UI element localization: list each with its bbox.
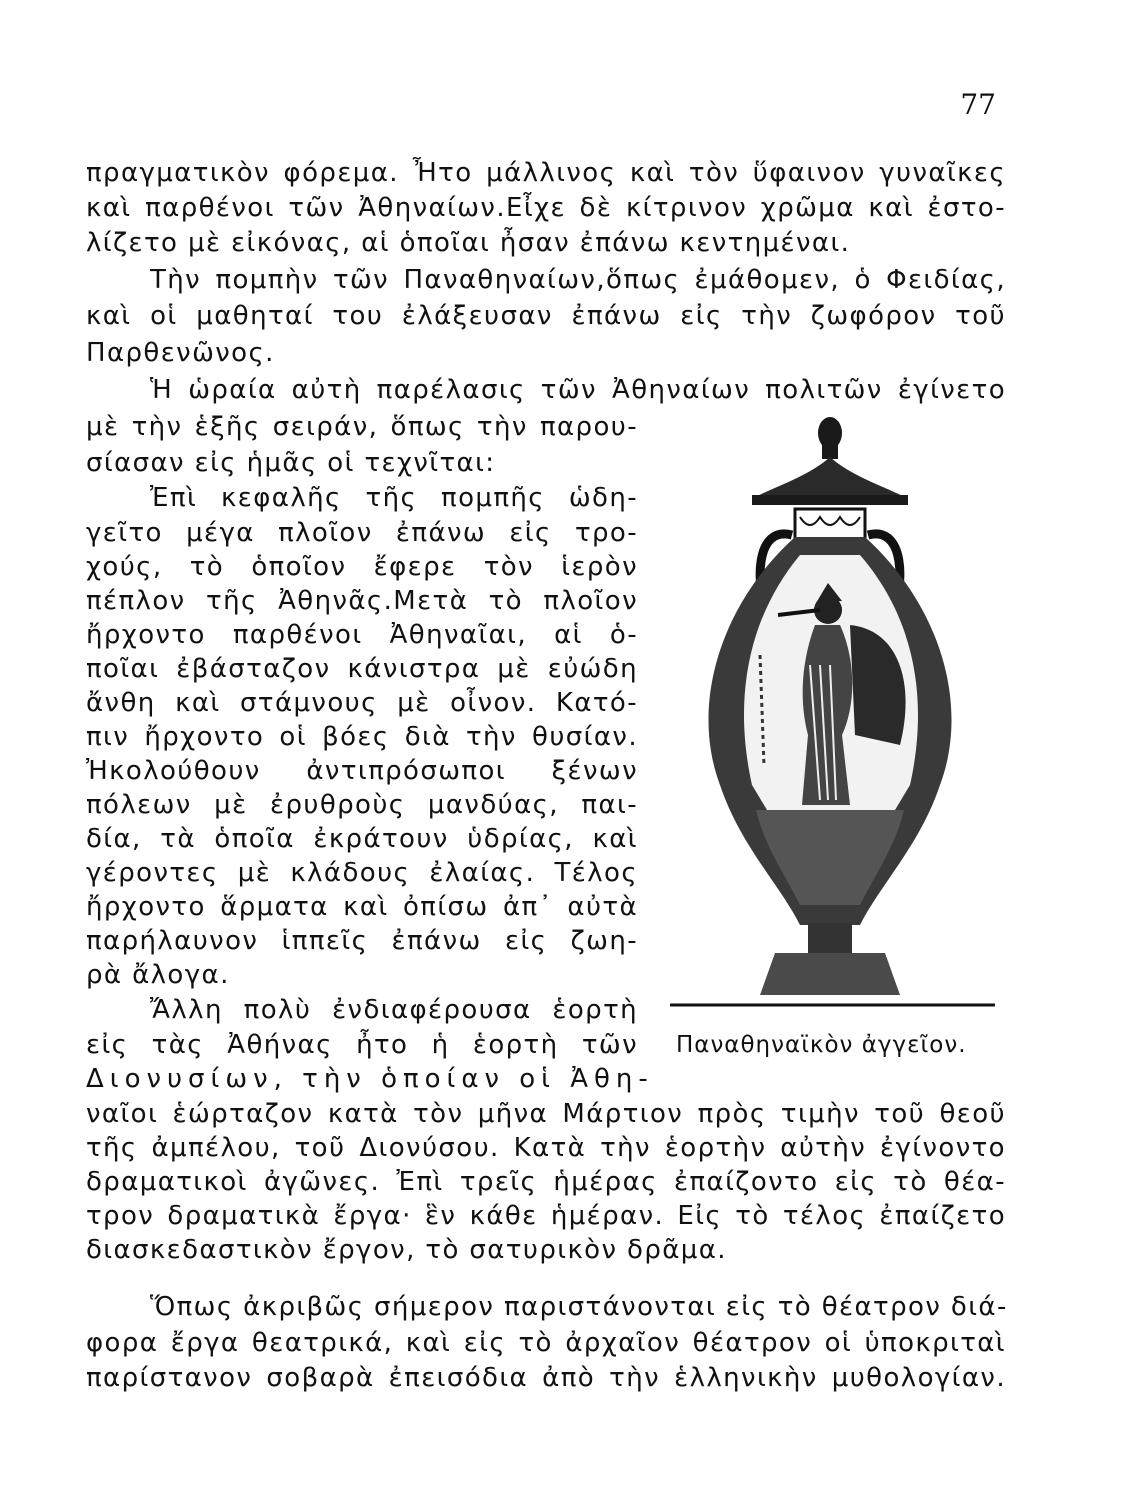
text-line: καὶ παρθένοι τῶν Ἀθηναίων.Εἶχε δὲ κίτρινον χρῶμα καὶ ἐστο-	[86, 193, 1006, 223]
text-line: φορα ἔργα θεατρικά, καὶ εἰς τὸ ἀρχαῖον θέατρον οἱ ὑποκριταὶ	[86, 1328, 1006, 1358]
page-number: 77	[960, 88, 996, 121]
text-line: ναῖοι ἑώρταζον κατὰ τὸν μῆνα Μάρτιον πρὸς τιμὴν τοῦ θεοῦ	[86, 1099, 1006, 1129]
text-line: Τὴν πομπὴν τῶν Παναθηναίων,ὅπως ἐμάθομεν, ὁ Φειδίας,	[150, 265, 1006, 295]
text-line: Ἐπὶ κεφαλῆς τῆς πομπῆς ὡδη-	[150, 483, 638, 513]
text-line: ποῖαι ἐβάσταζον κάνιστρα μὲ εὐώδη	[86, 654, 638, 684]
text-line: ρὰ ἄλογα.	[86, 960, 230, 990]
amphora-figure	[660, 405, 1000, 1015]
text-line: τῆς ἀμπέλου, τοῦ Διονύσου. Κατὰ τὴν ἑορτὴν αὐτὴν ἐγίνοντο	[86, 1133, 1006, 1163]
text-line: πέπλον τῆς Ἀθηνᾶς.Μετὰ τὸ πλοῖον	[86, 586, 638, 616]
text-line: Παρθενῶνος.	[86, 338, 275, 368]
text-line: παρίστανον σοβαρὰ ἐπεισόδια ἀπὸ τὴν ἑλληνικὴν μυθολογίαν.	[86, 1363, 1006, 1393]
text-line: σίασαν εἰς ἡμᾶς οἱ τεχνῖται:	[86, 448, 496, 478]
text-line: δραματικοὶ ἀγῶνες. Ἐπὶ τρεῖς ἡμέρας ἐπαίζοντο εἰς τὸ θέα-	[86, 1167, 1006, 1197]
text-line: εἰς τὰς Ἀθήνας ἦτο ἡ ἑορτὴ τῶν	[86, 1030, 638, 1060]
text-line: ἄνθη καὶ στάμνους μὲ οἶνον. Κατό-	[86, 688, 638, 718]
text-line: παρήλαυνον ἱππεῖς ἐπάνω εἰς ζωη-	[86, 926, 638, 956]
panathenaic-amphora-icon	[660, 405, 1000, 1015]
text-line: Ἡ ὡραία αὐτὴ παρέλασις τῶν Ἀθηναίων πολιτῶν ἐγίνετο	[150, 375, 1006, 405]
text-line: καὶ οἱ μαθηταί του ἐλάξευσαν ἐπάνω εἰς τὴν ζωφόρον τοῦ	[86, 301, 1006, 331]
text-line: Ὅπως ἀκριβῶς σήμερον παριστάνονται εἰς τὸ θέατρον διά-	[150, 1292, 1008, 1322]
text-line: λίζετο μὲ εἰκόνας, αἱ ὁποῖαι ἦσαν ἐπάνω κεντημέναι.	[86, 228, 851, 258]
text-line: γέροντες μὲ κλάδους ἐλαίας. Τέλος	[86, 858, 638, 888]
text-line: τρον δραματικὰ ἔργα· ἓν κάθε ἡμέραν. Εἰς τὸ τέλος ἐπαίζετο	[86, 1201, 1006, 1231]
text-line: γεῖτο μέγα πλοῖον ἐπάνω εἰς τρο-	[86, 518, 638, 548]
text-line: δία, τὰ ὁποῖα ἐκράτουν ὑδρίας, καὶ	[86, 824, 638, 854]
text-line: πιν ἤρχοντο οἱ βόες διὰ τὴν θυσίαν.	[86, 722, 638, 752]
text-line: ἤρχοντο ἅρματα καὶ ὀπίσω ἀπ᾽ αὐτὰ	[86, 892, 638, 922]
text-line: Ἠκολούθουν ἀντιπρόσωποι ξένων	[86, 756, 638, 786]
text-line: χούς, τὸ ὁποῖον ἔφερε τὸν ἱερὸν	[86, 552, 638, 582]
text-line: Ἄλλη πολὺ ἐνδιαφέρουσα ἑορτὴ	[150, 995, 638, 1025]
text-line: πραγματικὸν φόρεμα. Ἦτο μάλλινος καὶ τὸν ὕφαινον γυναῖκες	[86, 158, 1006, 188]
text-line: πόλεων μὲ ἐρυθροὺς μανδύας, παι-	[86, 790, 638, 820]
figure-caption: Παναθηναϊκὸν ἀγγεῖον.	[676, 1032, 967, 1058]
text-line: Διονυσίων, τὴν ὁποίαν οἱ Ἀθη-	[86, 1064, 654, 1094]
text-line: διασκεδαστικὸν ἔργον, τὸ σατυρικὸν δρᾶμα.	[86, 1235, 727, 1265]
text-line: μὲ τὴν ἑξῆς σειράν, ὅπως τὴν παρου-	[86, 412, 638, 442]
text-line: ἤρχοντο παρθένοι Ἀθηναῖαι, αἱ ὁ-	[86, 620, 638, 650]
